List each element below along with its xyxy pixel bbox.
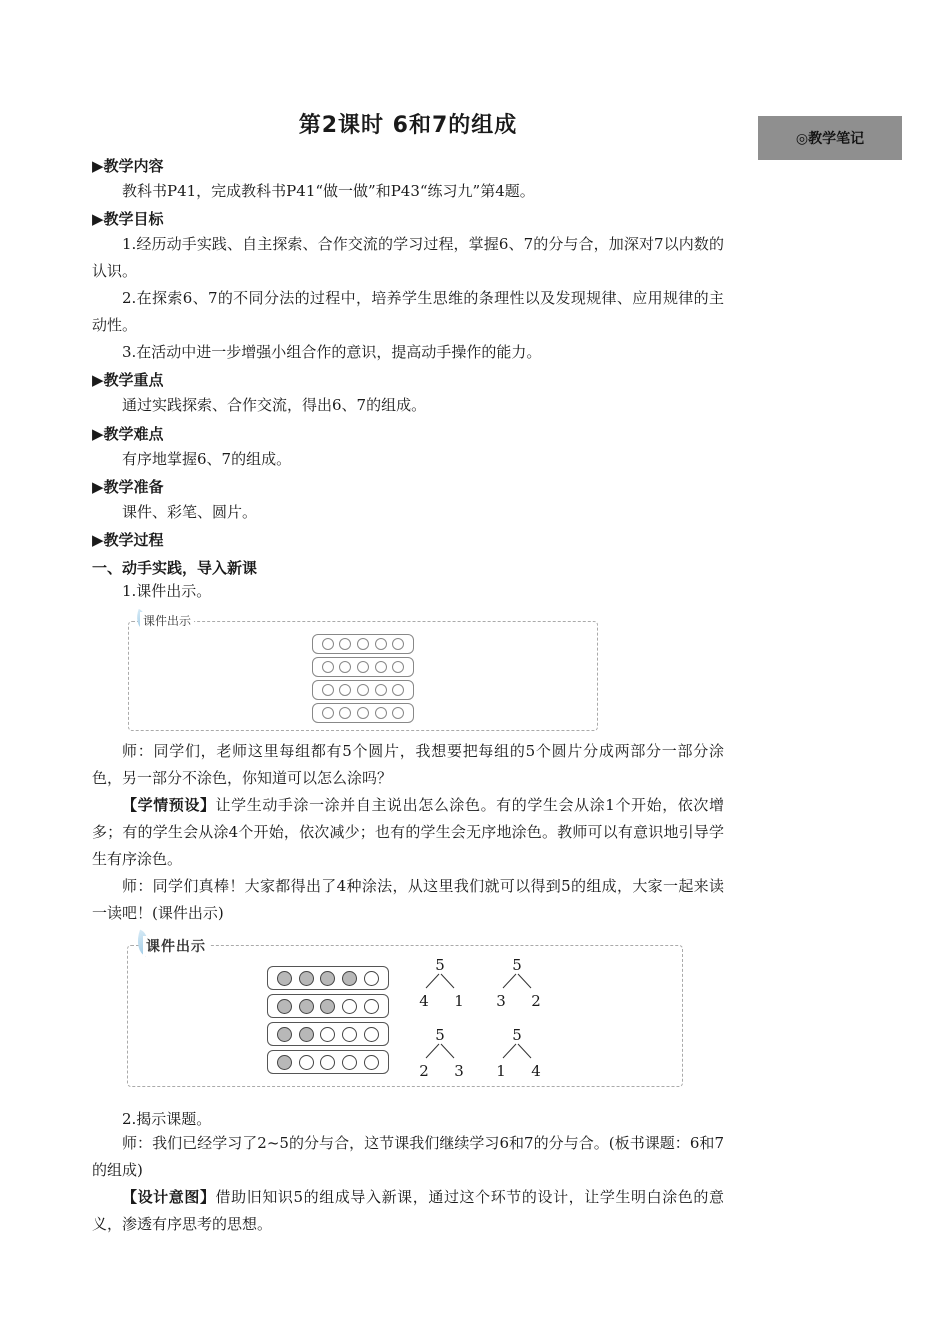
tree-branch-right [441,974,454,988]
shaded-circle [299,999,314,1014]
shaded-circle [320,999,335,1014]
empty-circle [320,1055,335,1070]
circle-disc [357,707,369,719]
circle-disc [322,638,334,650]
shaded-circle [320,971,335,986]
tree-branch-right [518,1044,531,1058]
circle-disc [322,684,334,696]
step1-text: 1.课件出示。 [122,582,212,600]
figure2-box [127,945,683,1087]
preset-text: 让学生动手涂一涂并自主说出怎么涂色。有的学生会从涂1个开始，依次增多；有的学生会从涂4个开始，依次减少；也有的学生会无序地涂色。教师可以有意识地引导学生有序涂色。 [92,796,724,868]
circle-tray [312,680,414,700]
number-bond-tree [496,956,541,1010]
goal-item-1: 1.经历动手实践、自主探索、合作交流的学习过程，掌握6、7的分与合，加深对7以内数的认识。 [92,235,724,280]
tree-total: 5 [435,1026,445,1044]
tree-part-left: 3 [496,992,506,1010]
key-points-text: 通过实践探索、合作交流，得出6、7的组成。 [122,396,427,414]
circle-disc [375,638,387,650]
circle-disc [339,661,351,673]
design-paragraph [92,1184,724,1238]
tree-branch-right [441,1044,454,1058]
circle-disc [375,707,387,719]
shaded-circle [277,1055,292,1070]
circle-disc [322,661,334,673]
design-text: 借助旧知识5的组成导入新课，通过这个环节的设计，让学生明白涂色的意义，渗透有序思考的思想。 [92,1188,724,1233]
shaded-circle [277,999,292,1014]
design-label: 【设计意图】 [122,1188,216,1206]
tree-part-right: 4 [531,1062,541,1080]
shaded-circle [299,971,314,986]
heading-difficulties: ▶教学难点 [92,425,164,443]
number-bond-tree [419,1026,464,1080]
heading-preparation: ▶教学准备 [92,478,164,496]
tree-part-left: 1 [496,1062,506,1080]
heading-goals: ▶教学目标 [92,210,164,228]
empty-circle [320,1027,335,1042]
circle-disc [392,638,404,650]
circle-disc [392,684,404,696]
circle-disc [322,707,334,719]
circle-disc [339,707,351,719]
tree-part-right: 1 [454,992,464,1010]
preparation-text: 课件、彩笔、圆片。 [122,503,258,521]
difficulties-text: 有序地掌握6、7的组成。 [122,450,292,468]
preset-paragraph [92,792,724,873]
circle-tray [312,634,414,654]
teaching-notes-label: ◎教学笔记 [758,116,902,160]
teacher-speech-2: 师：同学们真棒！大家都得出了4种涂法，从这里我们就可以得到5的组成，大家一起来读一读吧！(课件出示) [92,877,724,922]
tree-part-right: 2 [531,992,541,1010]
shaded-circle [342,971,357,986]
figure1-label: 课件出示 [140,612,194,629]
tree-total: 5 [512,1026,522,1044]
goal-item-3: 3.在活动中进一步增强小组合作的意识，提高动手操作的能力。 [122,343,542,361]
goal-item-2: 2.在探索6、7的不同分法的过程中，培养学生思维的条理性以及发现规律、应用规律的主动性。 [92,289,724,334]
circle-tray [267,994,389,1018]
circle-disc [339,684,351,696]
tree-branch-left [503,1044,516,1058]
tree-part-left: 4 [419,992,429,1010]
empty-circle [364,1027,379,1042]
circle-disc [392,661,404,673]
circle-tray [267,966,389,990]
number-bond-tree [496,1026,541,1080]
tree-branch-right [518,974,531,988]
tree-branch-left [426,1044,439,1058]
teacher-speech-3: 师：我们已经学习了2~5的分与合，这节课我们继续学习6和7的分与合。(板书课题：6和7的组成) [92,1134,724,1179]
heading-key-points: ▶教学重点 [92,371,164,389]
empty-circle [342,1027,357,1042]
empty-circle [364,999,379,1014]
tree-branch-left [426,974,439,988]
teacher-speech-1: 师：同学们，老师这里每组都有5个圆片，我想要把每组的5个圆片分成两部分一部分涂色，另一部分不涂色，你知道可以怎么涂吗？ [92,742,724,787]
tree-total: 5 [435,956,445,974]
empty-circle [342,1055,357,1070]
shaded-circle [277,971,292,986]
circle-tray [267,1022,389,1046]
heading-content: ▶教学内容 [92,157,164,175]
empty-circle [364,1055,379,1070]
circle-disc [375,661,387,673]
circle-disc [375,684,387,696]
figure2-label: 课件出示 [143,936,209,956]
number-bond-tree [419,956,464,1010]
tree-part-left: 2 [419,1062,429,1080]
heading-process: ▶教学过程 [92,531,164,549]
circle-disc [357,684,369,696]
tree-part-right: 3 [454,1062,464,1080]
circle-disc [339,638,351,650]
tree-total: 5 [512,956,522,974]
tree-branch-left [503,974,516,988]
circle-tray [267,1050,389,1074]
circle-tray [312,703,414,723]
shaded-circle [299,1027,314,1042]
figure2-number-trees [410,955,570,1085]
empty-circle [342,999,357,1014]
circle-disc [392,707,404,719]
step2-text: 2.揭示课题。 [122,1110,212,1128]
preset-label: 【学情预设】 [122,796,216,814]
part1-heading: 一、动手实践，导入新课 [92,559,258,577]
circle-disc [357,638,369,650]
empty-circle [364,971,379,986]
empty-circle [299,1055,314,1070]
circle-disc [357,661,369,673]
circle-tray [312,657,414,677]
shaded-circle [277,1027,292,1042]
page-title: 第2课时 6和7的组成 [298,113,518,138]
content-text: 教科书P41，完成教科书P41“做一做”和P43“练习九”第4题。 [122,182,535,200]
